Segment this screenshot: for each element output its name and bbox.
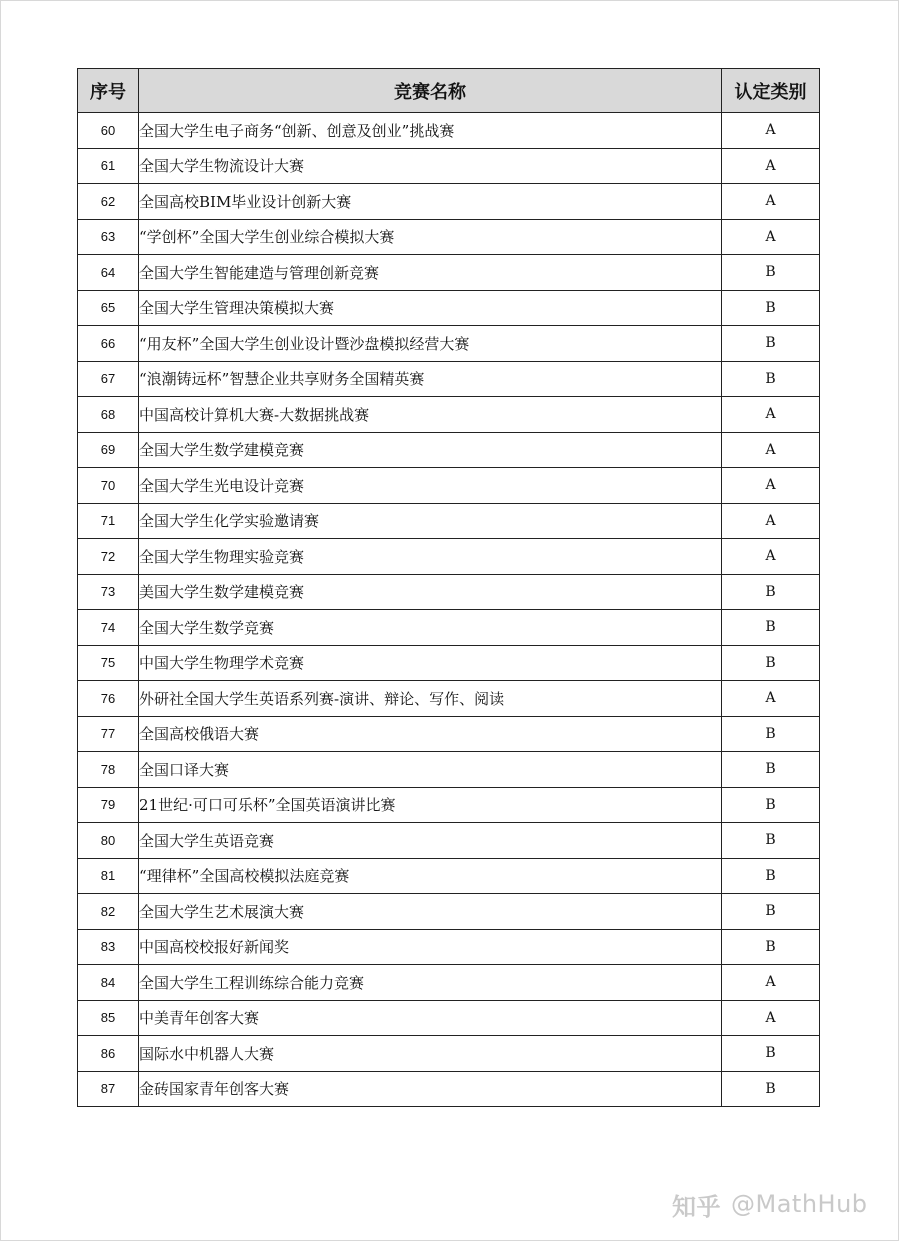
table-row bbox=[78, 716, 820, 752]
category-grade: A bbox=[722, 219, 820, 255]
table-row bbox=[78, 219, 820, 255]
table-row bbox=[78, 894, 820, 930]
competition-name: “理律杯”全国高校模拟法庭竞赛 bbox=[139, 858, 722, 894]
header-row bbox=[78, 69, 820, 113]
table-row bbox=[78, 503, 820, 539]
table-row bbox=[78, 361, 820, 397]
category-grade: A bbox=[722, 468, 820, 504]
row-number: 77 bbox=[78, 716, 139, 752]
category-grade: B bbox=[722, 361, 820, 397]
table-row bbox=[78, 1071, 820, 1107]
category-grade: A bbox=[722, 503, 820, 539]
row-number: 75 bbox=[78, 645, 139, 681]
table-row bbox=[78, 752, 820, 788]
competition-name: “浪潮铸远杯”智慧企业共享财务全国精英赛 bbox=[139, 361, 722, 397]
competition-name: 全国大学生艺术展演大赛 bbox=[139, 894, 722, 930]
row-number: 66 bbox=[78, 326, 139, 362]
header-name: 竞赛名称 bbox=[139, 69, 722, 113]
table-row bbox=[78, 326, 820, 362]
competition-name: 全国口译大赛 bbox=[139, 752, 722, 788]
category-grade: A bbox=[722, 681, 820, 717]
table-row bbox=[78, 539, 820, 575]
table-row bbox=[78, 1000, 820, 1036]
row-number: 71 bbox=[78, 503, 139, 539]
category-grade: B bbox=[722, 290, 820, 326]
category-grade: B bbox=[722, 1071, 820, 1107]
watermark bbox=[672, 1186, 868, 1222]
row-number: 72 bbox=[78, 539, 139, 575]
table-row bbox=[78, 255, 820, 291]
row-number: 60 bbox=[78, 113, 139, 149]
category-grade: B bbox=[722, 823, 820, 859]
category-grade: A bbox=[722, 432, 820, 468]
table-row bbox=[78, 113, 820, 149]
row-number: 62 bbox=[78, 184, 139, 220]
row-number: 76 bbox=[78, 681, 139, 717]
category-grade: B bbox=[722, 858, 820, 894]
competition-name: 全国大学生化学实验邀请赛 bbox=[139, 503, 722, 539]
table-row bbox=[78, 290, 820, 326]
table-row bbox=[78, 787, 820, 823]
category-grade: B bbox=[722, 929, 820, 965]
row-number: 70 bbox=[78, 468, 139, 504]
table-row bbox=[78, 823, 820, 859]
zhihu-logo: 知乎 bbox=[672, 1192, 721, 1221]
category-grade: B bbox=[722, 610, 820, 646]
row-number: 78 bbox=[78, 752, 139, 788]
category-grade: A bbox=[722, 397, 820, 433]
competition-name: 全国大学生物理实验竞赛 bbox=[139, 539, 722, 575]
header-index: 序号 bbox=[78, 69, 139, 113]
competition-name: “用友杯”全国大学生创业设计暨沙盘模拟经营大赛 bbox=[139, 326, 722, 362]
competition-name: 全国大学生管理决策模拟大赛 bbox=[139, 290, 722, 326]
row-number: 64 bbox=[78, 255, 139, 291]
category-grade: B bbox=[722, 255, 820, 291]
table-row bbox=[78, 574, 820, 610]
competition-name: 金砖国家青年创客大赛 bbox=[139, 1071, 722, 1107]
row-number: 84 bbox=[78, 965, 139, 1001]
competition-name: 全国大学生物流设计大赛 bbox=[139, 148, 722, 184]
category-grade: A bbox=[722, 148, 820, 184]
competition-name: “学创杯”全国大学生创业综合模拟大赛 bbox=[139, 219, 722, 255]
competition-name: 21世纪·可口可乐杯”全国英语演讲比赛 bbox=[139, 787, 722, 823]
header-category: 认定类别 bbox=[722, 69, 820, 113]
category-grade: B bbox=[722, 1036, 820, 1072]
category-grade: A bbox=[722, 113, 820, 149]
row-number: 80 bbox=[78, 823, 139, 859]
category-grade: B bbox=[722, 645, 820, 681]
table-row bbox=[78, 929, 820, 965]
row-number: 83 bbox=[78, 929, 139, 965]
competition-name: 外研社全国大学生英语系列赛-演讲、辩论、写作、阅读 bbox=[139, 681, 722, 717]
category-grade: B bbox=[722, 574, 820, 610]
category-grade: B bbox=[722, 894, 820, 930]
row-number: 68 bbox=[78, 397, 139, 433]
competition-name: 国际水中机器人大赛 bbox=[139, 1036, 722, 1072]
row-number: 63 bbox=[78, 219, 139, 255]
watermark-handle: @MathHub bbox=[731, 1190, 868, 1218]
competition-name: 中国大学生物理学术竞赛 bbox=[139, 645, 722, 681]
competition-name: 全国大学生英语竞赛 bbox=[139, 823, 722, 859]
competition-name: 全国大学生数学建模竞赛 bbox=[139, 432, 722, 468]
row-number: 79 bbox=[78, 787, 139, 823]
table-row bbox=[78, 468, 820, 504]
category-grade: A bbox=[722, 965, 820, 1001]
table-row bbox=[78, 858, 820, 894]
table-row bbox=[78, 645, 820, 681]
table-row bbox=[78, 1036, 820, 1072]
competition-name: 中国高校校报好新闻奖 bbox=[139, 929, 722, 965]
competition-name: 中国高校计算机大赛-大数据挑战赛 bbox=[139, 397, 722, 433]
row-number: 73 bbox=[78, 574, 139, 610]
row-number: 61 bbox=[78, 148, 139, 184]
table-header bbox=[78, 69, 820, 113]
competition-name: 全国大学生电子商务“创新、创意及创业”挑战赛 bbox=[139, 113, 722, 149]
competition-name: 全国高校俄语大赛 bbox=[139, 716, 722, 752]
category-grade: B bbox=[722, 787, 820, 823]
competition-name: 美国大学生数学建模竞赛 bbox=[139, 574, 722, 610]
competition-name: 全国高校BIM毕业设计创新大赛 bbox=[139, 184, 722, 220]
competition-name: 全国大学生光电设计竞赛 bbox=[139, 468, 722, 504]
category-grade: B bbox=[722, 716, 820, 752]
table-row bbox=[78, 148, 820, 184]
category-grade: A bbox=[722, 539, 820, 575]
competition-name: 全国大学生智能建造与管理创新竞赛 bbox=[139, 255, 722, 291]
row-number: 65 bbox=[78, 290, 139, 326]
category-grade: A bbox=[722, 1000, 820, 1036]
table-row bbox=[78, 681, 820, 717]
competition-name: 全国大学生工程训练综合能力竞赛 bbox=[139, 965, 722, 1001]
table-row bbox=[78, 397, 820, 433]
table-row bbox=[78, 610, 820, 646]
category-grade: B bbox=[722, 326, 820, 362]
competition-table bbox=[77, 68, 820, 1107]
row-number: 82 bbox=[78, 894, 139, 930]
row-number: 81 bbox=[78, 858, 139, 894]
row-number: 67 bbox=[78, 361, 139, 397]
row-number: 85 bbox=[78, 1000, 139, 1036]
table-row bbox=[78, 184, 820, 220]
table-row bbox=[78, 432, 820, 468]
category-grade: A bbox=[722, 184, 820, 220]
competition-name: 中美青年创客大赛 bbox=[139, 1000, 722, 1036]
row-number: 69 bbox=[78, 432, 139, 468]
row-number: 86 bbox=[78, 1036, 139, 1072]
table-row bbox=[78, 965, 820, 1001]
table-body bbox=[78, 113, 820, 1107]
row-number: 74 bbox=[78, 610, 139, 646]
row-number: 87 bbox=[78, 1071, 139, 1107]
competition-name: 全国大学生数学竞赛 bbox=[139, 610, 722, 646]
category-grade: B bbox=[722, 752, 820, 788]
